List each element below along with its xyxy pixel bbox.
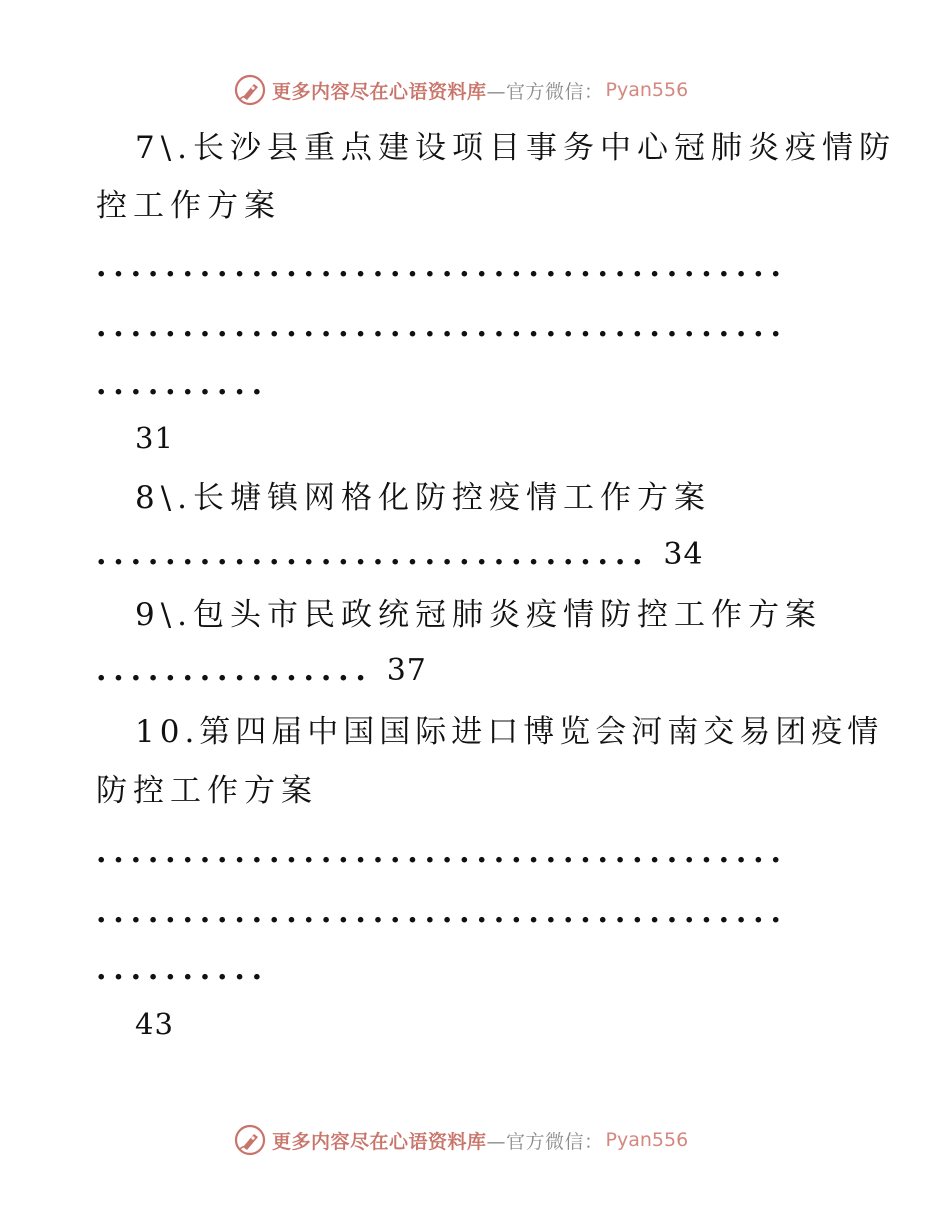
- watermark-id-text: Pyan556: [605, 1129, 689, 1151]
- toc-entry-8-line1: 8\.长塘镇网格化防控疫情工作方案: [135, 480, 712, 516]
- toc-page-number: 43: [135, 1007, 174, 1041]
- toc-leader-dots: ..........: [96, 952, 269, 987]
- watermark-main-text: 更多内容尽在心语资料库: [272, 1130, 487, 1153]
- pen-nib-logo-icon: [234, 74, 266, 106]
- pen-nib-logo-icon: [234, 1124, 266, 1156]
- watermark-banner-top: [234, 73, 688, 107]
- watermark-main-text: 更多内容尽在心语资料库: [272, 80, 487, 103]
- toc-leader-dots: ........................................: [96, 249, 788, 284]
- toc-entry-7-line2: 控工作方案: [96, 188, 281, 224]
- toc-leader-dots-text: ................................: [96, 537, 650, 572]
- toc-page-number: 31: [135, 421, 174, 455]
- watermark-id-text: Pyan556: [605, 79, 689, 101]
- toc-leader-dots-text: ................: [96, 653, 373, 688]
- watermark-banner-bottom: [234, 1123, 688, 1157]
- toc-page-number: 37: [386, 653, 427, 688]
- watermark-sub-text: —官方微信：: [486, 80, 604, 103]
- toc-entry-9-line1: 9\.包头市民政统冠肺炎疫情防控工作方案: [135, 597, 823, 633]
- toc-entry-7-line1: 7\.长沙县重点建设项目事务中心冠肺炎疫情防: [135, 130, 897, 166]
- toc-leader-dots: ........................................: [96, 309, 788, 344]
- toc-leader-dots: ........................................: [96, 895, 788, 930]
- toc-page-number: 34: [663, 537, 704, 572]
- toc-leader-dots: ........................................: [96, 835, 788, 870]
- toc-leader-dots: [96, 537, 704, 572]
- toc-leader-dots: [96, 653, 427, 688]
- toc-entry-10-line2: 防控工作方案: [96, 773, 318, 809]
- toc-leader-dots: ..........: [96, 367, 269, 402]
- watermark-sub-text: —官方微信：: [486, 1130, 604, 1153]
- toc-entry-10-line1: 10.第四届中国国际进口博览会河南交易团疫情: [135, 714, 884, 750]
